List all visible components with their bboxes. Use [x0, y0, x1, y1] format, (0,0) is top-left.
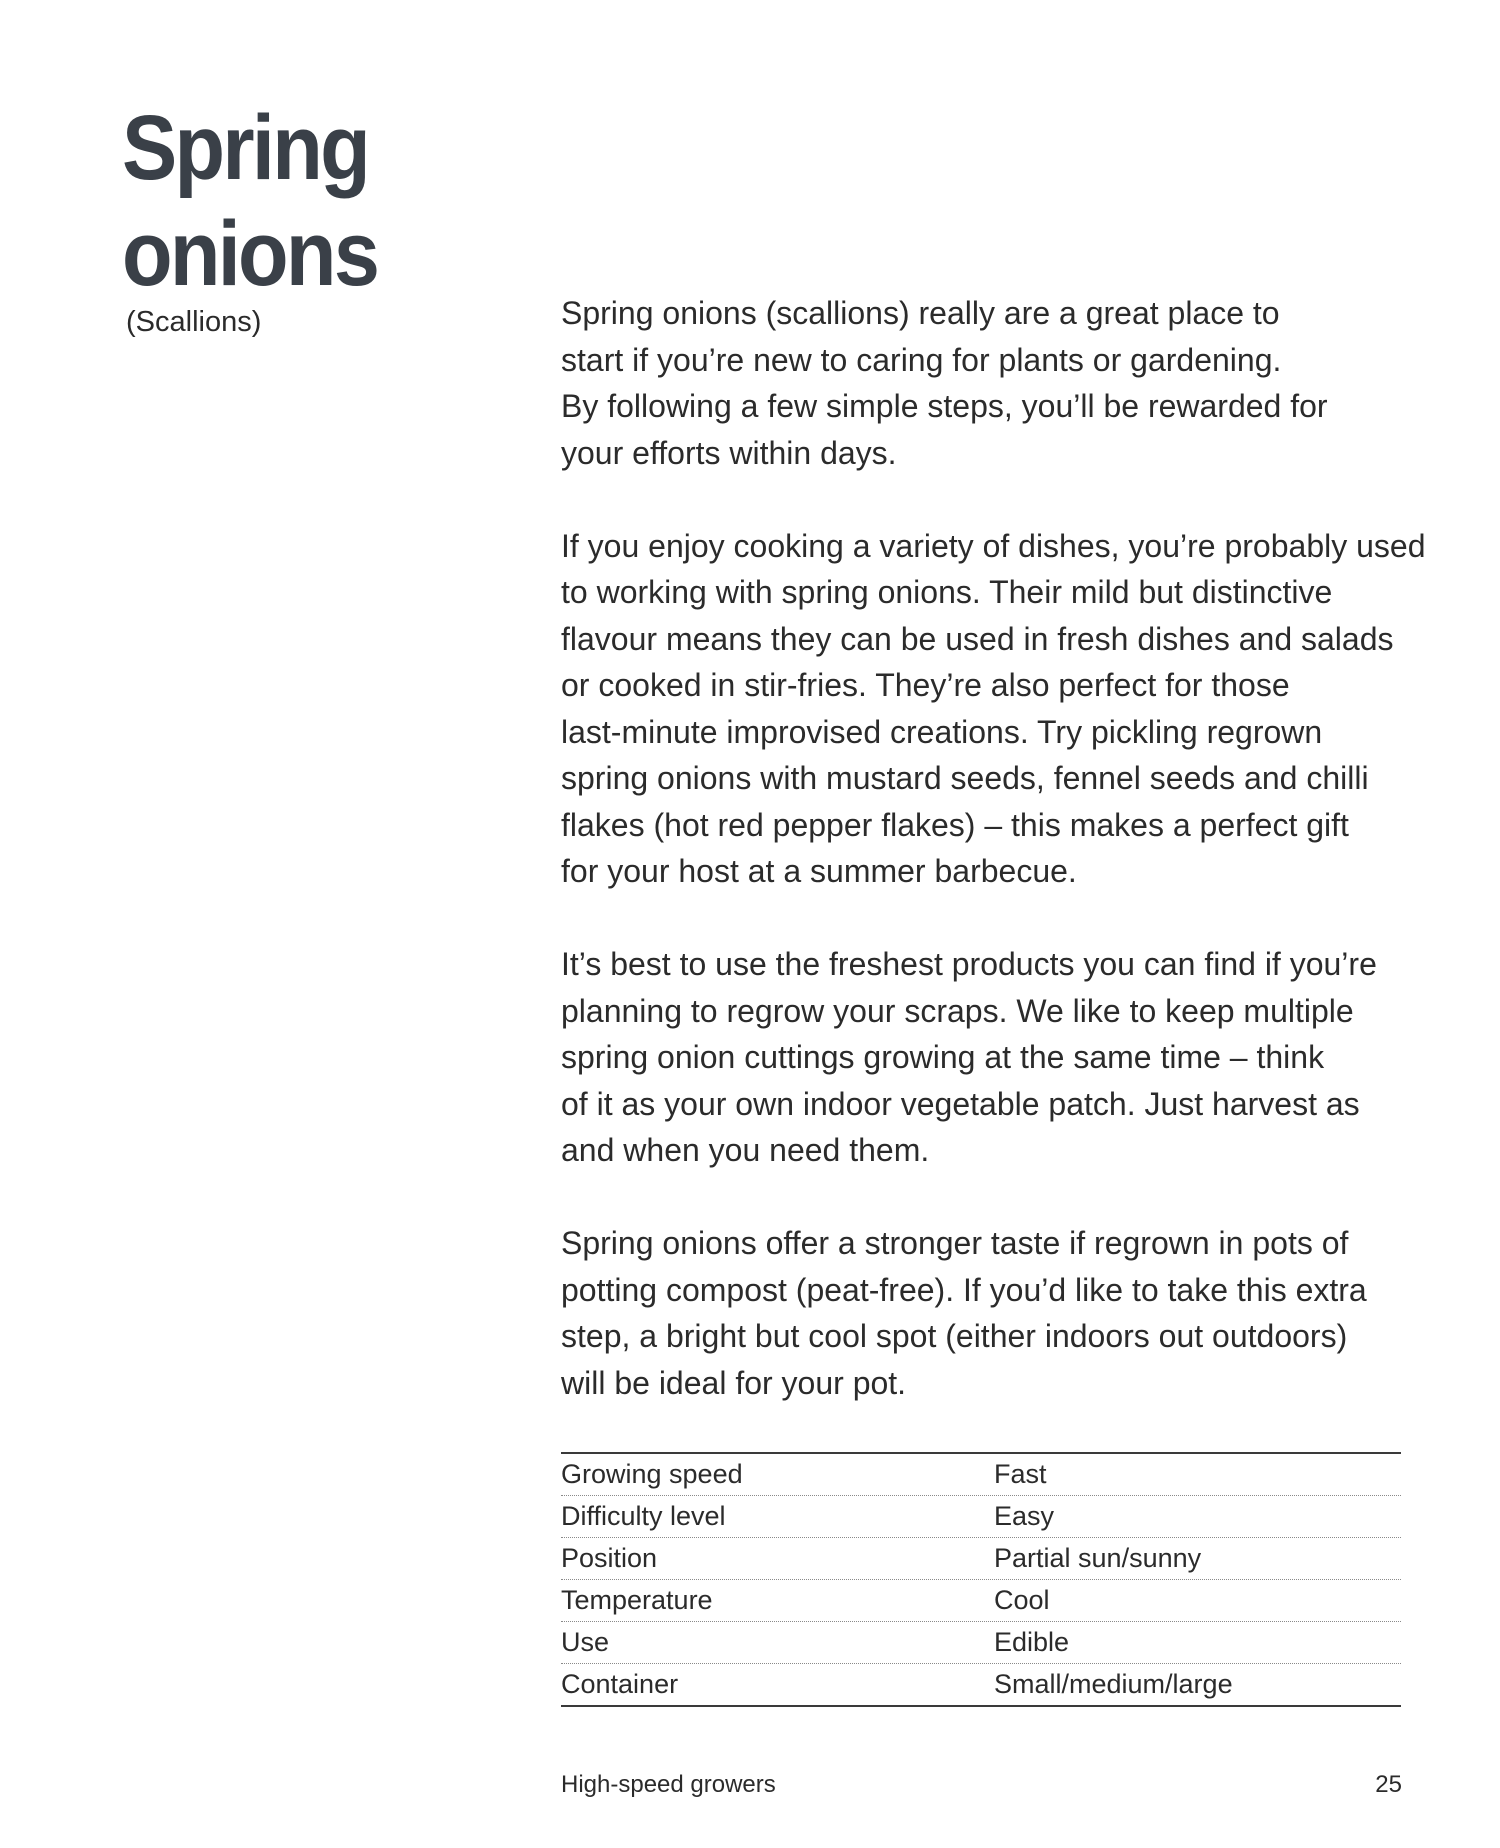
- fact-value: Edible: [994, 1627, 1070, 1657]
- facts-row: [561, 1622, 1401, 1664]
- page-number: 25: [1375, 1771, 1402, 1798]
- paragraph: [561, 290, 1411, 476]
- facts-row: [561, 1538, 1401, 1580]
- paragraph: [561, 941, 1411, 1174]
- paragraph-line: to working with spring onions. Their mild but distinctive: [561, 574, 1333, 610]
- fact-label: Position: [561, 1543, 658, 1573]
- fact-label: Container: [561, 1669, 679, 1699]
- paragraph-line: potting compost (peat-free). If you’d like to take this extra: [561, 1271, 1367, 1308]
- facts-table: [561, 1452, 1401, 1707]
- paragraph-line: Spring onions offer a stronger taste if regrown in pots of: [561, 1225, 1349, 1261]
- fact-label: Growing speed: [561, 1459, 743, 1489]
- fact-value: Fast: [994, 1459, 1047, 1489]
- paragraph-line: If you enjoy cooking a variety of dishes, you’re probably used: [561, 527, 1426, 564]
- paragraph-line: spring onions with mustard seeds, fennel seeds and chilli: [561, 760, 1369, 796]
- paragraph-line: your efforts within days.: [561, 434, 897, 471]
- paragraph-line: for your host at a summer barbecue.: [561, 853, 1077, 889]
- fact-label: Difficulty level: [561, 1501, 726, 1531]
- fact-label: Use: [561, 1627, 610, 1657]
- fact-value: Small/medium/large: [994, 1669, 1233, 1699]
- fact-value: Cool: [994, 1585, 1050, 1615]
- paragraph-line: or cooked in stir-fries. They’re also perfect for those: [561, 667, 1290, 703]
- facts-row: [561, 1496, 1401, 1538]
- fact-value: Partial sun/sunny: [994, 1543, 1202, 1573]
- paragraph-line: last-minute improvised creations. Try pickling regrown: [561, 713, 1323, 750]
- paragraph-line: flakes (hot red pepper flakes) – this makes a perfect gift: [561, 806, 1349, 843]
- paragraph-line: step, a bright but cool spot (either indoors out outdoors): [561, 1318, 1348, 1354]
- paragraph: [561, 523, 1426, 895]
- paragraph-line: spring onion cuttings growing at the same time – think: [561, 1039, 1325, 1075]
- body-text: [561, 290, 1426, 1453]
- paragraph-line: By following a few simple steps, you’ll be rewarded for: [561, 388, 1328, 424]
- paragraph-line: and when you need them.: [561, 1132, 930, 1168]
- title-line-1: Spring: [122, 97, 368, 199]
- paragraph-line: It’s best to use the freshest products you can find if you’re: [561, 946, 1377, 982]
- paragraph: [561, 1220, 1411, 1406]
- paragraph-line: start if you’re new to caring for plants or gardening.: [561, 341, 1282, 378]
- facts-row: [561, 1580, 1401, 1622]
- facts-row: [561, 1664, 1401, 1705]
- page-title: [122, 95, 377, 307]
- fact-value: Easy: [994, 1501, 1055, 1531]
- paragraph-line: of it as your own indoor vegetable patch. Just harvest as: [561, 1085, 1360, 1122]
- footer-section-title: High-speed growers: [561, 1771, 776, 1798]
- paragraph-line: planning to regrow your scraps. We like to keep multiple: [561, 992, 1354, 1029]
- paragraph-line: Spring onions (scallions) really are a great place to: [561, 295, 1280, 331]
- paragraph-line: will be ideal for your pot.: [561, 1364, 907, 1401]
- facts-row: [561, 1454, 1401, 1496]
- title-line-2: onions: [122, 203, 378, 305]
- page-subtitle: (Scallions): [126, 306, 262, 338]
- fact-label: Temperature: [561, 1585, 713, 1615]
- paragraph-line: flavour means they can be used in fresh dishes and salads: [561, 620, 1394, 657]
